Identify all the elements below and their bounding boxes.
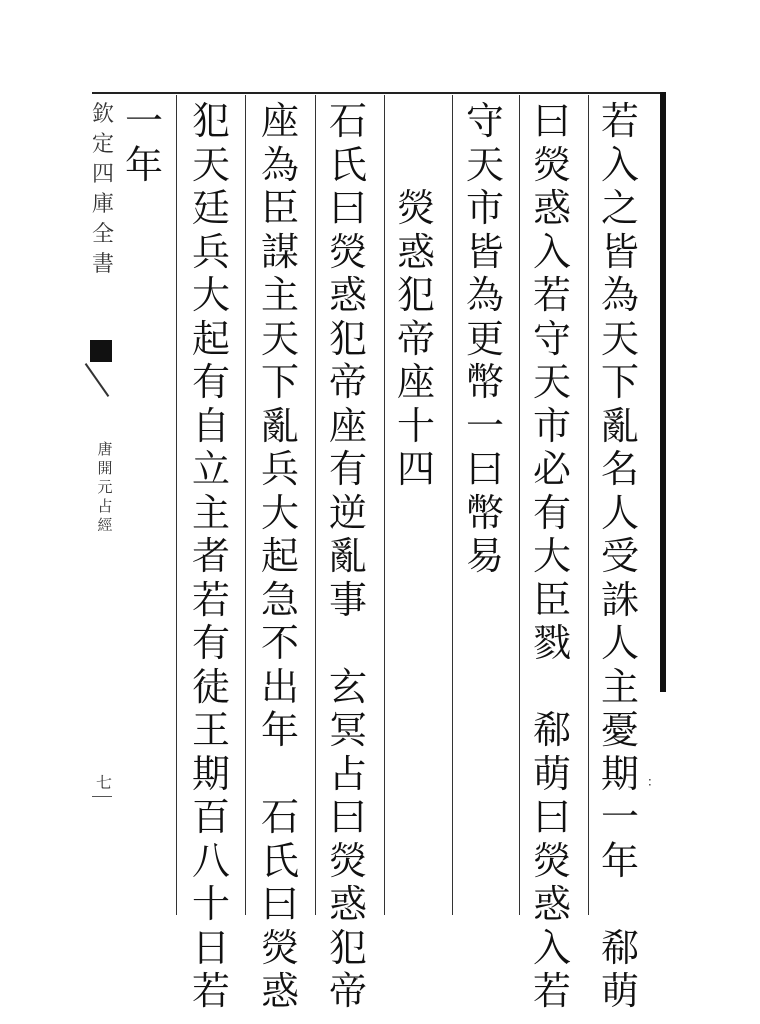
column-gap — [394, 100, 438, 144]
column-gap — [530, 666, 574, 710]
note-glyph: 唐 — [97, 440, 113, 458]
glyph: 亂 — [260, 403, 299, 448]
glyph: 惑 — [532, 186, 571, 230]
text-column-1 — [598, 100, 642, 1014]
glyph: 惑 — [328, 273, 367, 317]
glyph: 起 — [260, 534, 299, 578]
glyph: 必 — [532, 447, 571, 491]
glyph: 人 — [600, 490, 639, 535]
glyph: 戮 — [532, 621, 571, 665]
glyph: 下 — [600, 360, 639, 404]
note-glyph: 元 — [97, 478, 113, 496]
glyph: 年 — [260, 708, 299, 752]
glyph: 期 — [191, 751, 230, 796]
glyph: 惑 — [532, 882, 571, 926]
glyph: 惑 — [328, 882, 367, 926]
column-rule — [588, 95, 589, 915]
glyph: 名 — [600, 447, 639, 491]
text-column-8 — [122, 100, 166, 187]
note-glyph: 經 — [97, 516, 113, 534]
glyph: 惑 — [396, 229, 435, 274]
glyph: 大 — [532, 534, 571, 578]
glyph: 四 — [396, 447, 435, 491]
glyph: 為 — [260, 142, 299, 187]
glyph: 萌 — [600, 969, 639, 1013]
margin-dots: ∶ — [648, 775, 652, 791]
glyph: 一 — [465, 403, 504, 448]
title-glyph: 四 — [91, 162, 114, 187]
glyph: 不 — [260, 621, 299, 665]
glyph: 下 — [260, 360, 299, 404]
glyph: 八 — [191, 838, 230, 883]
fishtail-mark — [90, 340, 112, 362]
title-glyph: 全 — [91, 222, 114, 247]
glyph: 有 — [191, 621, 230, 665]
glyph: 冥 — [328, 708, 367, 752]
column-gap — [326, 622, 370, 666]
glyph: 起 — [191, 316, 230, 361]
column-rule — [384, 95, 385, 915]
column-rule — [452, 95, 453, 915]
note-glyph: 開 — [97, 459, 113, 477]
glyph: 曰 — [328, 186, 367, 230]
glyph: 天 — [600, 316, 639, 361]
glyph: 主 — [260, 273, 299, 317]
glyph: 入 — [532, 229, 571, 274]
glyph: 廷 — [191, 186, 230, 230]
glyph: 郗 — [532, 708, 571, 752]
glyph: 犯 — [328, 925, 367, 970]
glyph: 大 — [191, 273, 230, 317]
glyph: 曰 — [260, 882, 299, 926]
glyph: 人 — [600, 621, 639, 665]
glyph: 皆 — [465, 229, 504, 274]
glyph: 氏 — [328, 142, 367, 187]
page-border-top — [92, 92, 666, 94]
glyph: 天 — [532, 360, 571, 404]
glyph: 一 — [124, 99, 163, 143]
column-rule — [176, 95, 177, 915]
glyph: 天 — [260, 316, 299, 361]
text-column-7 — [189, 100, 233, 1014]
glyph: 期 — [600, 751, 639, 796]
glyph: 十 — [396, 403, 435, 448]
glyph: 入 — [532, 925, 571, 970]
glyph: 熒 — [532, 142, 571, 187]
glyph: 年 — [124, 142, 163, 187]
glyph: 熒 — [328, 838, 367, 883]
glyph: 臣 — [260, 186, 299, 230]
folio-rule — [92, 796, 112, 797]
folio-number: 七 — [96, 773, 113, 792]
glyph: 受 — [600, 534, 639, 578]
note-glyph: 占 — [97, 497, 113, 515]
glyph: 玄 — [328, 664, 367, 709]
text-column-3 — [463, 100, 507, 579]
glyph: 徒 — [191, 664, 230, 709]
glyph: 有 — [532, 490, 571, 535]
glyph: 萌 — [532, 751, 571, 796]
glyph: 曰 — [465, 447, 504, 491]
glyph: 事 — [328, 577, 367, 622]
glyph: 帝 — [396, 316, 435, 361]
glyph: 兵 — [191, 229, 230, 274]
glyph: 市 — [465, 186, 504, 230]
glyph: 一 — [600, 795, 639, 839]
glyph: 出 — [260, 664, 299, 709]
glyph: 憂 — [600, 708, 639, 752]
glyph: 入 — [600, 142, 639, 187]
glyph: 兵 — [260, 447, 299, 491]
glyph: 惑 — [260, 969, 299, 1013]
column-rule — [245, 95, 246, 915]
page-border-right — [660, 92, 666, 692]
glyph: 熒 — [260, 925, 299, 970]
glyph: 曰 — [328, 795, 367, 839]
glyph: 有 — [191, 360, 230, 404]
glyph: 年 — [600, 838, 639, 883]
glyph: 守 — [532, 316, 571, 361]
glyph: 亂 — [600, 403, 639, 448]
column-rule — [519, 95, 520, 915]
glyph: 熒 — [328, 229, 367, 274]
glyph: 帝 — [328, 360, 367, 404]
glyph: 主 — [600, 664, 639, 709]
glyph: 大 — [260, 490, 299, 535]
glyph: 更 — [465, 316, 504, 361]
glyph: 為 — [465, 273, 504, 317]
glyph: 十 — [191, 882, 230, 926]
glyph: 帝 — [328, 969, 367, 1013]
glyph: 王 — [191, 708, 230, 752]
glyph: 曰 — [532, 99, 571, 143]
glyph: 立 — [191, 447, 230, 491]
glyph: 為 — [600, 273, 639, 317]
glyph: 石 — [328, 99, 367, 143]
glyph: 幣 — [465, 490, 504, 535]
glyph: 之 — [600, 186, 639, 230]
title-glyph: 庫 — [91, 192, 114, 217]
chapter-note — [96, 440, 114, 535]
text-column-6 — [258, 100, 302, 1014]
glyph: 犯 — [191, 99, 230, 143]
column-gap — [598, 883, 642, 927]
title-glyph: 書 — [91, 252, 114, 277]
glyph: 氏 — [260, 838, 299, 883]
text-column-2 — [530, 100, 574, 1014]
glyph: 幣 — [465, 360, 504, 404]
glyph: 座 — [396, 360, 435, 404]
column-gap — [394, 144, 438, 188]
text-column-4 — [394, 100, 438, 492]
glyph: 犯 — [328, 316, 367, 361]
margin-slash — [85, 363, 110, 397]
glyph: 天 — [465, 142, 504, 187]
glyph: 座 — [328, 403, 367, 448]
column-gap — [258, 753, 302, 797]
glyph: 亂 — [328, 534, 367, 578]
glyph: 石 — [260, 795, 299, 839]
glyph: 日 — [191, 925, 230, 970]
glyph: 有 — [328, 447, 367, 491]
glyph: 犯 — [396, 273, 435, 317]
glyph: 急 — [260, 577, 299, 622]
glyph: 臣 — [532, 577, 571, 622]
glyph: 自 — [191, 403, 230, 448]
glyph: 曰 — [532, 795, 571, 839]
title-glyph: 定 — [91, 132, 114, 157]
glyph: 熒 — [532, 838, 571, 883]
glyph: 若 — [191, 969, 230, 1013]
glyph: 易 — [465, 534, 504, 578]
glyph: 謀 — [260, 229, 299, 274]
text-column-5 — [326, 100, 370, 1014]
book-title — [90, 100, 116, 280]
glyph: 逆 — [328, 490, 367, 535]
glyph: 郗 — [600, 925, 639, 970]
glyph: 若 — [191, 577, 230, 622]
glyph: 若 — [600, 99, 639, 143]
glyph: 百 — [191, 795, 230, 839]
glyph: 座 — [260, 99, 299, 143]
glyph: 若 — [532, 273, 571, 317]
column-rule — [315, 95, 316, 915]
glyph: 天 — [191, 142, 230, 187]
glyph: 主 — [191, 490, 230, 535]
glyph: 守 — [465, 99, 504, 143]
glyph: 誅 — [600, 577, 639, 622]
glyph: 熒 — [396, 186, 435, 230]
glyph: 市 — [532, 403, 571, 448]
title-glyph: 欽 — [91, 102, 114, 127]
glyph: 若 — [532, 969, 571, 1013]
glyph: 者 — [191, 534, 230, 578]
glyph: 皆 — [600, 229, 639, 274]
glyph: 占 — [328, 751, 367, 796]
